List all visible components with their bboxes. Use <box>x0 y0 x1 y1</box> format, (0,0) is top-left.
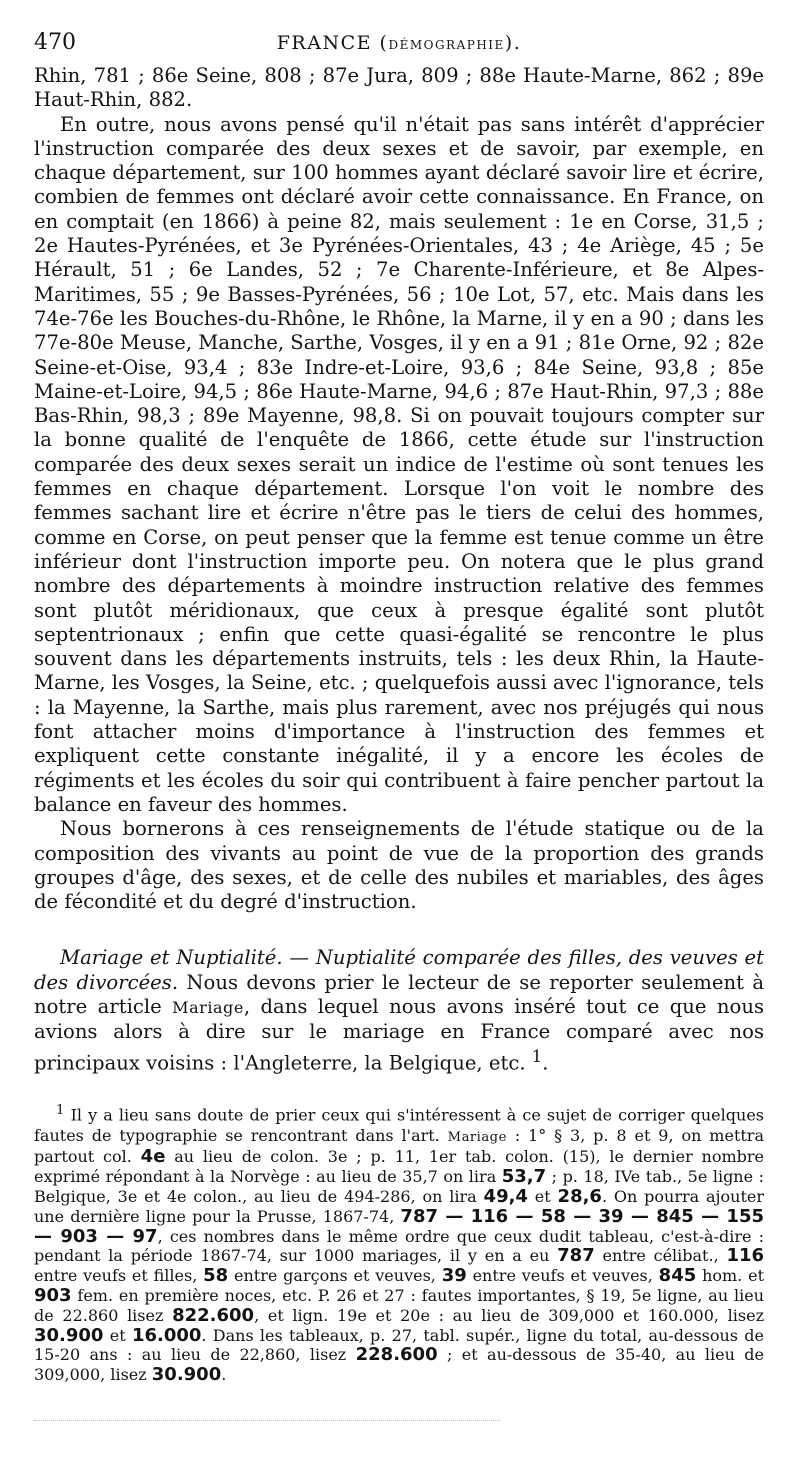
running-title-main: FRANCE <box>276 32 372 54</box>
fn-text: et <box>103 1325 132 1345</box>
page-number: 470 <box>34 30 76 55</box>
section-paragraph: Mariage et Nuptialité. — Nuptialité comparée des filles, des veuves et des divorcées. Nous devons prier le lecteur de se reporter seulement à notre article Mariage, dans lequel nous avons inséré tout ce que nous avions alors à dire sur le mariage en France comparé avec nos principaux voisins : l'Angleterre, la Belgique, etc. $^1$. <box>34 946 764 1075</box>
fn-text: entre veufs et veuves, <box>466 1266 659 1286</box>
fn-bold: 787 — 116 — 58 — 39 — 845 — 155 — 903 — 97 <box>34 1205 765 1247</box>
fn-bold: 787 <box>557 1245 595 1267</box>
fn-text: entre célibat., <box>594 1246 727 1266</box>
fn-bold: 845 <box>658 1265 697 1287</box>
fn-text: fem. en première noces, etc. P. 26 et 27 : fautes importantes, § 19, 5e ligne, au lieu de 22.860 lisez <box>34 1285 764 1325</box>
section-text-2: , dans lequel nous avons inséré tout ce que nous avions alors à dire sur le mariage en France comparé avec nos principaux voisins : l'Angleterre, la Belgique, etc. <box>34 994 764 1075</box>
page-header <box>34 30 764 64</box>
fn-smallcaps: Mariage <box>447 1129 507 1145</box>
section-spacer <box>34 914 764 946</box>
paragraph-3: Nous bornerons à ces renseignements de l'étude statique ou de la composition des vivants au point de vue de la proportion des grands groupes d'âge, des sexes, et de celle des nubiles et mariables, des âges de fécondité et du degré d'instruction. <box>34 817 764 914</box>
fn-text: . Dans les tableaux, p. 27, tabl. supér., ligne du total, au-dessous de 15-20 ans : au lieu de 22,860, lisez <box>34 1325 765 1365</box>
fn-bold: 16.000 <box>131 1324 202 1346</box>
fn-bold: 39 <box>441 1265 467 1287</box>
footnote-1 <box>34 1101 764 1384</box>
bottom-dotted-rule <box>34 1420 500 1423</box>
footnotes <box>34 1101 764 1384</box>
section-heading: Mariage et Nuptialité. — Nuptialité comparée des filles, des veuves et des divorcées. <box>34 946 764 994</box>
fn-text: : 1° § 3, p. 8 et 9, on mettra partout col. <box>34 1125 764 1167</box>
section-smallcaps: Mariage <box>172 997 244 1017</box>
footnote-reference: 1 <box>531 1046 543 1066</box>
paragraph-2: En outre, nous avons pensé qu'il n'était pas sans intérêt d'apprécier l'instruction comparée des deux sexes et de savoir, par exemple, en chaque département, sur 100 hommes ayant déclaré savoir lire et écrire, combien de femmes ont déclaré avoir cette connaissance. En France, on en comptait (en 1866) à peine 82, mais seulement : 1e en Corse, 31,5 ; 2e Hautes-Pyrénées, et 3e Pyrénées-Orientales, 43 ; 4e Ariège, 45 ; 5e Hérault, 51 ; 6e Landes, 52 ; 7e Charente-Inférieure, et 8e Alpes-Maritimes, 55 ; 9e Basses-Pyrénées, 56 ; 10e Lot, 57, etc. Mais dans les 74e-76e les Bouches-du-Rhône, le Rhône, la Marne, il y en a 90 ; dans les 77e-80e Meuse, Manche, Sarthe, Vosges, il y en a 91 ; 81e Orne, 92 ; 82e Seine-et-Oise, 93,4 ; 83e Indre-et-Loire, 93,6 ; 84e Seine, 93,8 ; 85e Maine-et-Loire, 94,5 ; 86e Haute-Marne, 94,6 ; 87e Haut-Rhin, 97,3 ; 88e Bas-Rhin, 98,3 ; 89e Mayenne, 98,8. Si on pouvait toujours compter sur la bonne qualité de l'enquête de 1866, cette étude sur l'instruction comparée des deux sexes serait un indice de l'estime où sont tenues les femmes en chaque département. Lorsque l'on voit le nombre des femmes sachant lire et écrire n'être pas le tiers de celui des hommes, comme en Corse, on peut penser que la femme est tenue comme un être inférieur dont l'instruction importe peu. On notera que le plus grand nombre des départements à moindre instruction relative des femmes sont plutôt méridionaux, que ceux à presque égalité sont plutôt septentrionaux ; enfin que cette quasi-égalité se rencontre le plus souvent dans les départements instruits, tels : les deux Rhin, la Haute-Marne, les Vosges, la Seine, etc. ; quelquefois aussi avec l'ignorance, tels : la Mayenne, la Sarthe, mais plus rarement, avec nos préjugés qui nous font attacher moins d'importance à l'instruction des femmes et expliquent cette constante inégalité, il y a encore les écoles de régiments et les écoles du soir qui contribuent à faire pencher partout la balance en faveur des hommes. <box>34 112 764 816</box>
fn-bold: 116 <box>726 1245 765 1267</box>
fn-text: , ces nombres dans le même ordre que ceux dudit tableau, c'est-à-dire : pendant la période 1867-74, sur 1000 mariages, il y en a eu <box>34 1226 765 1266</box>
running-title: FRANCE (DÉMOGRAPHIE). <box>276 32 522 54</box>
fn-text: entre garçons et veuves, <box>228 1266 442 1286</box>
fn-text: . <box>221 1365 227 1385</box>
section-text-1: Nous devons prier le lecteur de se reporter seulement à notre article <box>34 970 764 1018</box>
fn-bold: 49,4 <box>483 1185 528 1207</box>
fn-text: . On pourra ajouter une dernière ligne pour la Prusse, 1867-74, <box>34 1186 764 1226</box>
fn-text: hom. et <box>696 1266 764 1286</box>
fn-text: entre veufs et filles, <box>34 1266 204 1286</box>
fn-bold: 30.900 <box>151 1364 222 1386</box>
fn-text: Il y a lieu sans doute de prier ceux qui s'intéressent à ce sujet de corriger quelques fautes de typographie se rencontrant dans l'art. <box>34 1105 764 1145</box>
fn-bold: 903 <box>34 1284 72 1306</box>
fn-bold: 53,7 <box>501 1166 547 1188</box>
main-text <box>34 64 764 1075</box>
fn-text: et <box>527 1186 558 1206</box>
fn-text: , et lign. 19e et 20e : au lieu de 309,000 et 160.000, lisez <box>254 1305 764 1325</box>
fn-bold: 30.900 <box>34 1324 104 1346</box>
fn-text: ; et au-dessous de 35-40, au lieu de 309,000, lisez <box>34 1345 764 1385</box>
running-title-sub: DÉMOGRAPHIE <box>388 38 505 52</box>
footnote-mark: 1 <box>56 1103 65 1119</box>
fn-text: ; p. 18, IVe tab., 5e ligne : Belgique, 3e et 4e colon., au lieu de 494-286, on lira <box>34 1167 764 1206</box>
fn-bold: 822.600 <box>172 1304 255 1326</box>
fn-bold: 58 <box>203 1265 229 1287</box>
fn-bold: 4e <box>140 1146 166 1168</box>
fn-bold: 28,6 <box>557 1185 602 1207</box>
paragraph-1: Rhin, 781 ; 86e Seine, 808 ; 87e Jura, 809 ; 88e Haute-Marne, 862 ; 89e Haut-Rhin, 882. <box>34 64 764 112</box>
fn-bold: 228.600 <box>355 1344 438 1366</box>
fn-text: au lieu de colon. 3e ; p. 11, 1er tab. colon. (15), le dernier nombre exprimé répondant à la Norvège : au lieu de 35,7 on lira <box>34 1147 765 1187</box>
